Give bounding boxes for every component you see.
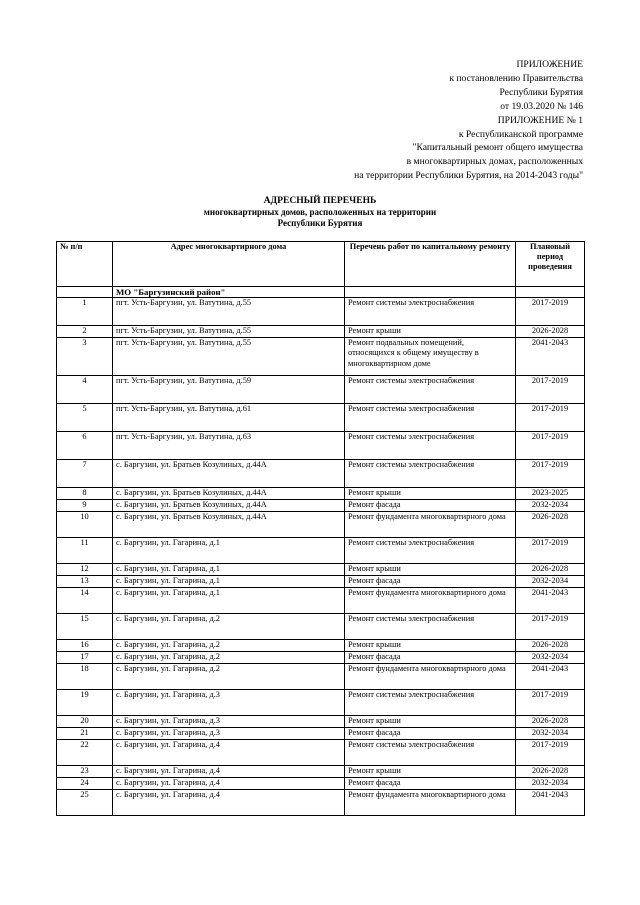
table-row bbox=[57, 500, 585, 512]
table-row bbox=[57, 652, 585, 664]
row-period: 2017-2019 bbox=[516, 376, 585, 404]
row-period: 2041-2043 bbox=[516, 664, 585, 690]
row-work: Ремонт системы электроснабжения bbox=[345, 614, 516, 640]
header-line: в многоквартирных домах, расположенных bbox=[406, 156, 583, 168]
row-address: пгт. Усть-Баргузин, ул. Ватутина, д.61 bbox=[113, 404, 345, 432]
row-address: с. Баргузин, ул. Гагарина, д.1 bbox=[113, 538, 345, 564]
row-period: 2026-2028 bbox=[516, 512, 585, 538]
row-work: Ремонт системы электроснабжения bbox=[345, 404, 516, 432]
row-number: 2 bbox=[57, 326, 113, 338]
row-number: 22 bbox=[57, 740, 113, 766]
row-number: 23 bbox=[57, 766, 113, 778]
header-line: ПРИЛОЖЕНИЕ bbox=[516, 59, 583, 70]
row-period: 2023-2025 bbox=[516, 488, 585, 500]
region-name: МО "Баргузинский район" bbox=[113, 287, 345, 298]
address-registry-table bbox=[56, 241, 585, 816]
row-work: Ремонт системы электроснабжения bbox=[345, 432, 516, 460]
row-address: с. Баргузин, ул. Братьев Козулиных, д.44А bbox=[113, 460, 345, 488]
row-period: 2026-2028 bbox=[516, 564, 585, 576]
row-address: пгт. Усть-Баргузин, ул. Ватутина, д.55 bbox=[113, 326, 345, 338]
row-period: 2026-2028 bbox=[516, 326, 585, 338]
row-number: 13 bbox=[57, 576, 113, 588]
row-work: Ремонт фасада bbox=[345, 728, 516, 740]
table-row bbox=[57, 728, 585, 740]
row-period: 2017-2019 bbox=[516, 614, 585, 640]
row-period: 2026-2028 bbox=[516, 766, 585, 778]
table-row bbox=[57, 298, 585, 326]
table-row bbox=[57, 664, 585, 690]
row-number: 6 bbox=[57, 432, 113, 460]
document-header bbox=[354, 58, 583, 183]
header-work: Перечень работ по капитальному ремонту bbox=[345, 242, 516, 287]
row-work: Ремонт фасада bbox=[345, 500, 516, 512]
table-row bbox=[57, 766, 585, 778]
row-address: с. Баргузин, ул. Гагарина, д.3 bbox=[113, 690, 345, 716]
row-number: 12 bbox=[57, 564, 113, 576]
row-address: с. Баргузин, ул. Гагарина, д.4 bbox=[113, 740, 345, 766]
row-work: Ремонт фундамента многоквартирного дома bbox=[345, 588, 516, 614]
region-row bbox=[57, 287, 585, 298]
table-row bbox=[57, 588, 585, 614]
table-row bbox=[57, 790, 585, 816]
row-address: с. Баргузин, ул. Гагарина, д.4 bbox=[113, 790, 345, 816]
row-period: 2041-2043 bbox=[516, 338, 585, 376]
table-row bbox=[57, 488, 585, 500]
row-work: Ремонт фасада bbox=[345, 652, 516, 664]
row-address: с. Баргузин, ул. Гагарина, д.1 bbox=[113, 576, 345, 588]
row-period: 2026-2028 bbox=[516, 640, 585, 652]
row-number: 1 bbox=[57, 298, 113, 326]
row-number: 14 bbox=[57, 588, 113, 614]
row-work: Ремонт крыши bbox=[345, 488, 516, 500]
table-row bbox=[57, 338, 585, 376]
row-number: 10 bbox=[57, 512, 113, 538]
row-work: Ремонт системы электроснабжения bbox=[345, 298, 516, 326]
table-row bbox=[57, 564, 585, 576]
row-number: 5 bbox=[57, 404, 113, 432]
row-number: 20 bbox=[57, 716, 113, 728]
header-line: Республики Бурятия bbox=[499, 86, 583, 98]
table-row bbox=[57, 460, 585, 488]
title-line: АДРЕСНЫЙ ПЕРЕЧЕНЬ bbox=[263, 195, 377, 206]
table-row bbox=[57, 576, 585, 588]
header-line: к Республиканской программе bbox=[458, 128, 583, 140]
row-period: 2017-2019 bbox=[516, 298, 585, 326]
row-period: 2017-2019 bbox=[516, 404, 585, 432]
header-period: Плановый период проведения bbox=[516, 242, 585, 287]
header-address: Адрес многоквартирного дома bbox=[113, 242, 345, 287]
table-row bbox=[57, 432, 585, 460]
row-address: с. Баргузин, ул. Братьев Козулиных, д.44А bbox=[113, 512, 345, 538]
header-line: на территории Республики Бурятия, на 2014-2043 годы" bbox=[354, 170, 583, 182]
row-address: с. Баргузин, ул. Гагарина, д.4 bbox=[113, 778, 345, 790]
row-address: с. Баргузин, ул. Братьев Козулиных, д.44А bbox=[113, 500, 345, 512]
row-address: с. Баргузин, ул. Гагарина, д.2 bbox=[113, 652, 345, 664]
row-period: 2032-2034 bbox=[516, 728, 585, 740]
table-row bbox=[57, 778, 585, 790]
table-row bbox=[57, 538, 585, 564]
header-line: к постановлению Правительства bbox=[449, 72, 583, 84]
row-work: Ремонт крыши bbox=[345, 564, 516, 576]
row-work: Ремонт системы электроснабжения bbox=[345, 690, 516, 716]
row-number: 11 bbox=[57, 538, 113, 564]
row-work: Ремонт фасада bbox=[345, 778, 516, 790]
row-work: Ремонт подвальных помещений, относящихся к общему имуществу в многоквартирном доме bbox=[345, 338, 516, 376]
table-row bbox=[57, 716, 585, 728]
row-period: 2032-2034 bbox=[516, 500, 585, 512]
row-number: 9 bbox=[57, 500, 113, 512]
row-address: пгт. Усть-Баргузин, ул. Ватутина, д.55 bbox=[113, 298, 345, 326]
row-address: с. Баргузин, ул. Гагарина, д.1 bbox=[113, 588, 345, 614]
row-address: с. Баргузин, ул. Гагарина, д.4 bbox=[113, 766, 345, 778]
header-line: "Капитальный ремонт общего имущества bbox=[412, 142, 583, 154]
table-row bbox=[57, 690, 585, 716]
table-row bbox=[57, 404, 585, 432]
row-number: 4 bbox=[57, 376, 113, 404]
row-work: Ремонт системы электроснабжения bbox=[345, 740, 516, 766]
document-title bbox=[56, 195, 584, 230]
region-work-cell bbox=[345, 287, 516, 298]
row-address: с. Баргузин, ул. Гагарина, д.2 bbox=[113, 664, 345, 690]
row-number: 19 bbox=[57, 690, 113, 716]
row-address: пгт. Усть-Баргузин, ул. Ватутина, д.63 bbox=[113, 432, 345, 460]
table-row bbox=[57, 512, 585, 538]
header-line: от 19.03.2020 № 146 bbox=[500, 100, 583, 112]
row-period: 2017-2019 bbox=[516, 460, 585, 488]
row-work: Ремонт системы электроснабжения bbox=[345, 376, 516, 404]
table-row bbox=[57, 376, 585, 404]
row-address: с. Баргузин, ул. Братьев Козулиных, д.44А bbox=[113, 488, 345, 500]
table-row bbox=[57, 640, 585, 652]
row-number: 16 bbox=[57, 640, 113, 652]
row-work: Ремонт крыши bbox=[345, 640, 516, 652]
row-work: Ремонт крыши bbox=[345, 326, 516, 338]
header-line: ПРИЛОЖЕНИЕ № 1 bbox=[497, 114, 583, 126]
row-period: 2017-2019 bbox=[516, 432, 585, 460]
row-period: 2032-2034 bbox=[516, 576, 585, 588]
row-period: 2017-2019 bbox=[516, 538, 585, 564]
row-work: Ремонт крыши bbox=[345, 766, 516, 778]
row-work: Ремонт фасада bbox=[345, 576, 516, 588]
region-num-cell bbox=[57, 287, 113, 298]
row-address: с. Баргузин, ул. Гагарина, д.3 bbox=[113, 728, 345, 740]
row-number: 24 bbox=[57, 778, 113, 790]
region-period-cell bbox=[516, 287, 585, 298]
row-number: 8 bbox=[57, 488, 113, 500]
row-number: 3 bbox=[57, 338, 113, 376]
title-line: многоквартирных домов, расположенных на территории bbox=[203, 206, 437, 217]
row-work: Ремонт фундамента многоквартирного дома bbox=[345, 512, 516, 538]
row-address: пгт. Усть-Баргузин, ул. Ватутина, д.59 bbox=[113, 376, 345, 404]
row-number: 21 bbox=[57, 728, 113, 740]
row-period: 2032-2034 bbox=[516, 652, 585, 664]
row-period: 2026-2028 bbox=[516, 716, 585, 728]
row-period: 2017-2019 bbox=[516, 740, 585, 766]
table-row bbox=[57, 614, 585, 640]
title-line: Республики Бурятия bbox=[277, 218, 363, 228]
row-work: Ремонт крыши bbox=[345, 716, 516, 728]
row-address: с. Баргузин, ул. Гагарина, д.3 bbox=[113, 716, 345, 728]
row-period: 2041-2043 bbox=[516, 790, 585, 816]
row-work: Ремонт фундамента многоквартирного дома bbox=[345, 790, 516, 816]
table-row bbox=[57, 740, 585, 766]
table-row bbox=[57, 326, 585, 338]
row-period: 2032-2034 bbox=[516, 778, 585, 790]
table-header-row bbox=[57, 242, 585, 287]
row-number: 25 bbox=[57, 790, 113, 816]
row-address: с. Баргузин, ул. Гагарина, д.1 bbox=[113, 564, 345, 576]
row-work: Ремонт системы электроснабжения bbox=[345, 538, 516, 564]
row-number: 17 bbox=[57, 652, 113, 664]
row-address: с. Баргузин, ул. Гагарина, д.2 bbox=[113, 614, 345, 640]
row-period: 2041-2043 bbox=[516, 588, 585, 614]
row-address: пгт. Усть-Баргузин, ул. Ватутина, д.55 bbox=[113, 338, 345, 376]
row-number: 18 bbox=[57, 664, 113, 690]
row-number: 7 bbox=[57, 460, 113, 488]
row-number: 15 bbox=[57, 614, 113, 640]
row-work: Ремонт системы электроснабжения bbox=[345, 460, 516, 488]
row-address: с. Баргузин, ул. Гагарина, д.2 bbox=[113, 640, 345, 652]
row-period: 2017-2019 bbox=[516, 690, 585, 716]
header-num: № п/п bbox=[57, 242, 113, 287]
row-work: Ремонт фундамента многоквартирного дома bbox=[345, 664, 516, 690]
